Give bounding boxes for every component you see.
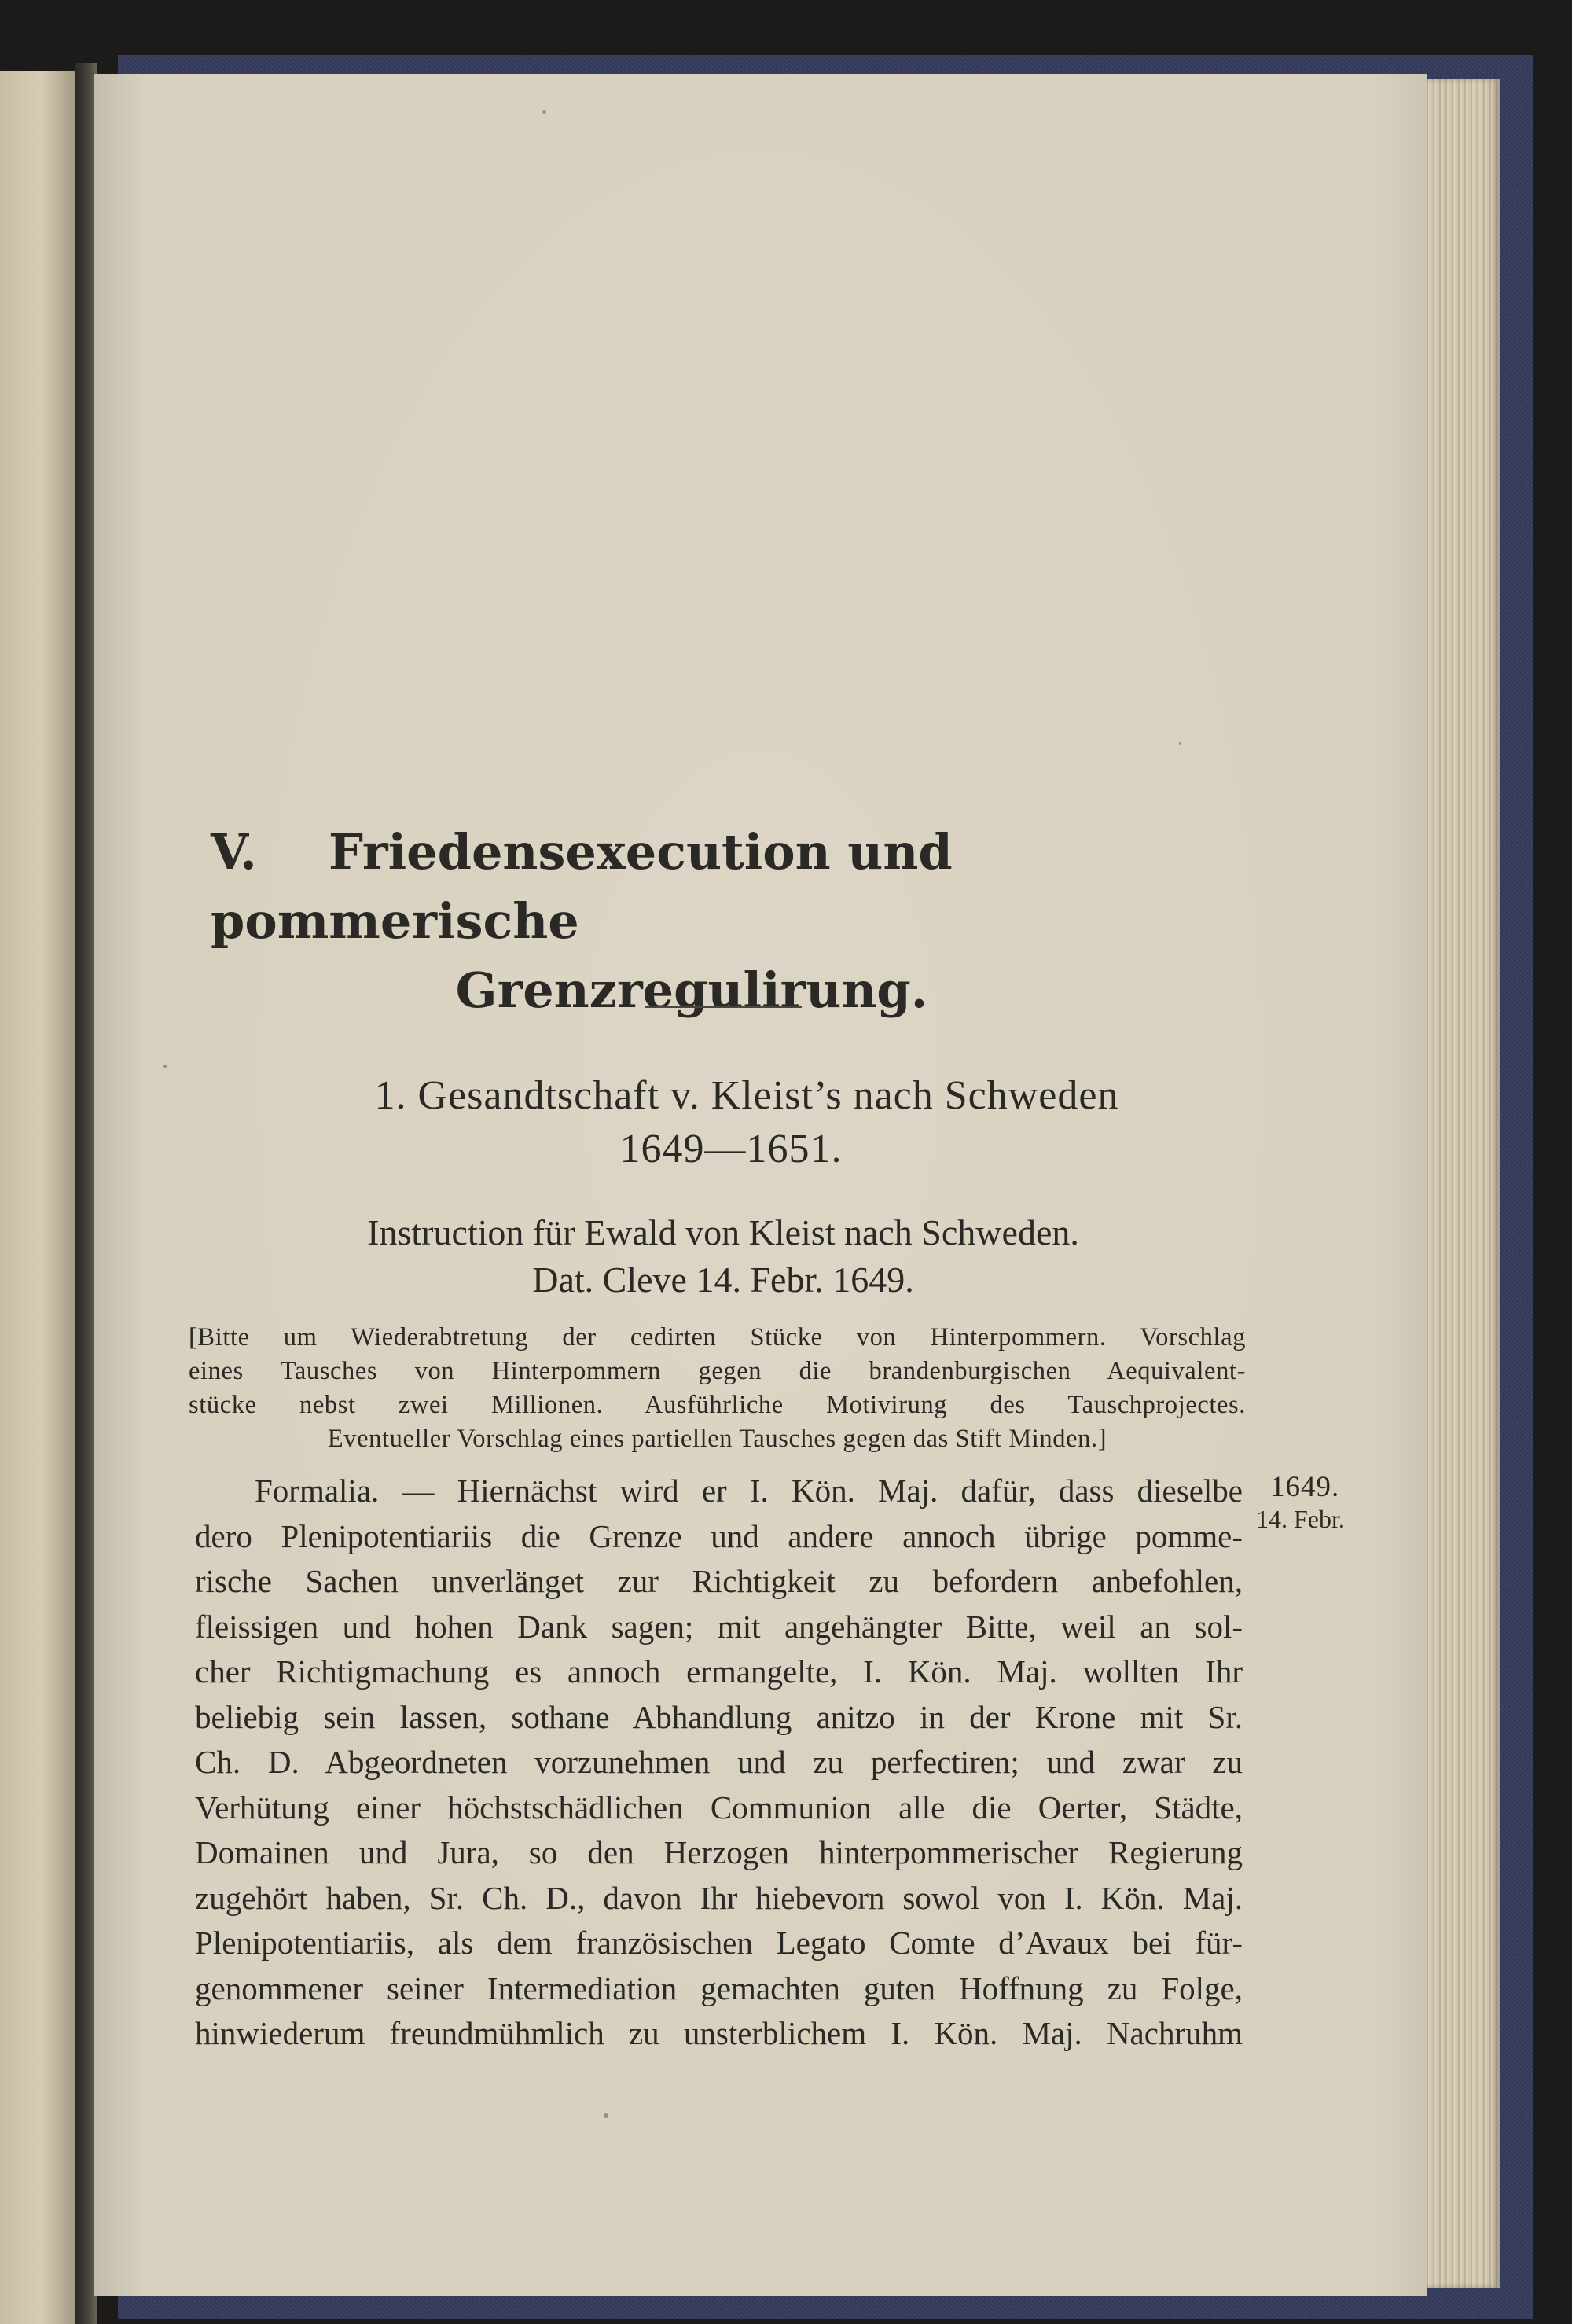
chapter-title-text: Friedensexecution und pommerische: [211, 823, 953, 950]
margin-date-note: [1256, 1470, 1374, 1533]
body-line: dero Plenipotentiariis die Grenze und andere annoch übrige pomme-: [195, 1517, 1243, 1554]
summary-line: [Bitte um Wiederabtretung der cedirten Stücke von Hinterpommern. Vorschlag: [189, 1323, 1246, 1351]
paper-speck: [604, 2113, 608, 2118]
section-divider: [645, 1006, 802, 1008]
chapter-title-line-1: [189, 818, 1305, 956]
body-line: beliebig sein lassen, sothane Abhandlung anitzo in der Krone mit Sr.: [195, 1698, 1243, 1735]
chapter-title-line-2: Grenzregulirung.: [455, 962, 928, 1019]
section-heading: [267, 1069, 1226, 1176]
facing-page-edge: [0, 71, 75, 2324]
body-paragraph: [195, 1469, 1243, 2057]
document-summary: [189, 1321, 1246, 1456]
document-title-line-1: Instruction für Ewald von Kleist nach Schweden.: [367, 1212, 1079, 1252]
margin-day: 14. Febr.: [1256, 1505, 1345, 1533]
body-line: Ch. D. Abgeordneten vorzunehmen und zu perfectiren; und zwar zu: [195, 1744, 1243, 1780]
margin-year: 1649.: [1270, 1471, 1340, 1503]
page-edges: [1424, 79, 1500, 2288]
document-title: [236, 1209, 1210, 1304]
paper-speck: [542, 110, 546, 114]
body-line: Plenipotentiariis, als dem französischen Legato Comte d’Avaux bei für-: [195, 1925, 1243, 1961]
document-title-date: Dat. Cleve 14. Febr. 1649.: [532, 1259, 914, 1300]
body-line: Formalia. — Hiernächst wird er I. Kön. Maj. dafür, dass dieselbe: [255, 1473, 1243, 1509]
body-line: Verhütung einer höchstschädlichen Communion alle die Oerter, Städte,: [195, 1789, 1243, 1826]
chapter-numeral: V.: [211, 823, 257, 881]
paper-speck: [1179, 742, 1181, 745]
body-line: Domainen und Jura, so den Herzogen hinterpommerischer Regierung: [195, 1834, 1243, 1870]
section-heading-line-1: 1. Gesandtschaft v. Kleist’s nach Schweden: [374, 1073, 1119, 1118]
summary-line: eines Tausches von Hinterpommern gegen die brandenburgischen Aequivalent-: [189, 1357, 1246, 1385]
body-line: rische Sachen unverlänget zur Richtigkeit zu befordern anbefohlen,: [195, 1563, 1243, 1599]
body-line: hinwiederum freundmühmlich zu unsterblichem I. Kön. Maj. Nachruhm: [195, 2015, 1243, 2051]
body-line: zugehört haben, Sr. Ch. D., davon Ihr hiebevorn sowol von I. Kön. Maj.: [195, 1879, 1243, 1916]
paper-speck: [163, 1065, 167, 1068]
body-line: genommener seiner Intermediation gemachten guten Hoffnung zu Folge,: [195, 1969, 1243, 2006]
summary-line: stücke nebst zwei Millionen. Ausführliche Motivirung des Tauschprojectes.: [189, 1391, 1246, 1419]
body-line: fleissigen und hohen Dank sagen; mit angehängter Bitte, weil an sol-: [195, 1608, 1243, 1645]
body-line: cher Richtigmachung es annoch ermangelte, I. Kön. Maj. wollten Ihr: [195, 1653, 1243, 1690]
summary-line: Eventueller Vorschlag eines partiellen Tausches gegen das Stift Minden.]: [327, 1425, 1107, 1453]
chapter-title: [189, 818, 1305, 1025]
section-heading-line-2: 1649—1651.: [619, 1127, 843, 1171]
